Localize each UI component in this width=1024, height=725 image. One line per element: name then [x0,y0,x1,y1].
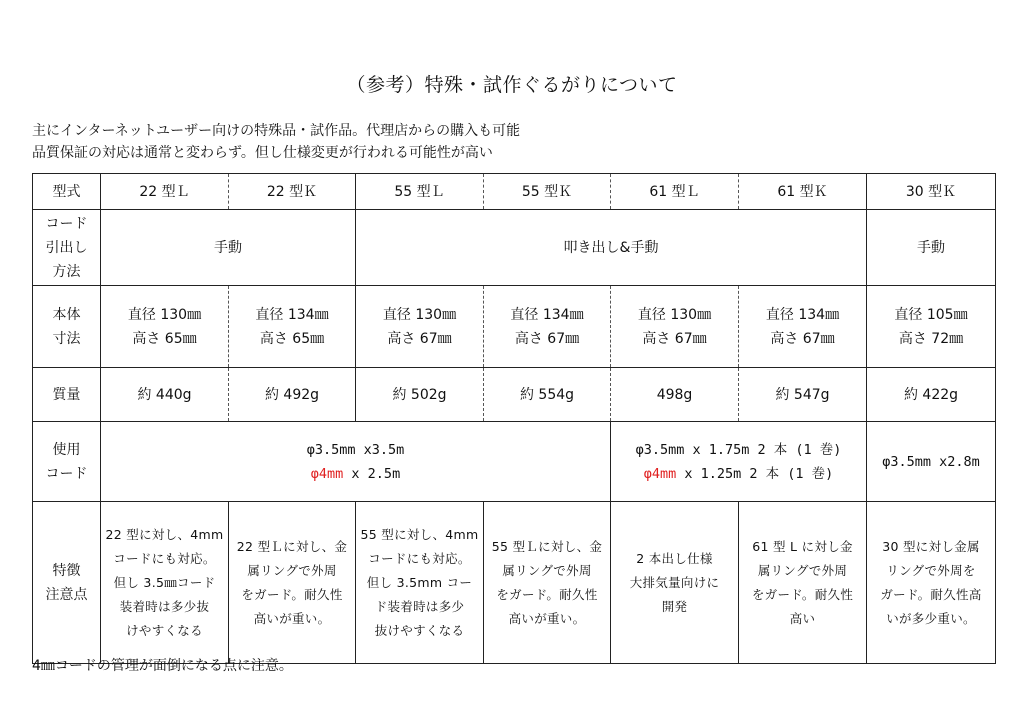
model-header: 61 型Ｋ [739,174,867,210]
model-header: 30 型Ｋ [867,174,996,210]
note-line: ド装着時は多少 [374,598,465,614]
model-header: 22 型Ｌ [101,174,229,210]
page-title: （参考）特殊・試作ぐるがりについて [346,74,678,96]
row-label: 質量 [33,368,101,422]
note-cell [739,502,867,664]
note-line: リングで外周を [886,562,976,578]
row-label-line: 注意点 [45,586,88,603]
note-cell [611,502,739,664]
table-row-header [33,174,996,210]
footer-note: 4㎜コードの管理が面倒になる点に注意。 [32,658,293,674]
height-value: 高さ 65㎜ [259,330,325,347]
note-line: 属リングで外周 [502,562,592,578]
intro-line: 品質保証の対応は通常と変わらず。但し仕様変更が行われる可能性が高い [32,145,493,161]
note-line: をガード。耐久性 [751,586,854,602]
table-row-dimensions [33,286,996,368]
note-line: 22 型に対し、4mm [105,526,224,542]
row-label-line: 寸法 [52,330,81,347]
cord-spec-line: φ3.5mm x2.8m [882,453,980,470]
model-header: 22 型Ｋ [229,174,356,210]
note-line: 属リングで外周 [757,562,848,578]
height-value: 高さ 67㎜ [642,330,707,347]
note-line: 抜けやすくなる [374,622,465,638]
height-value: 高さ 67㎜ [387,330,452,347]
note-cell [101,502,229,664]
model-header: 61 型Ｌ [611,174,739,210]
note-line: 大排気量向けに [629,574,720,590]
note-cell [356,502,484,664]
height-value: 高さ 72㎜ [898,330,964,347]
note-line: 但し 3.5㎜コード [113,574,216,590]
dimension-cell [229,286,356,368]
dimension-cell [739,286,867,368]
cord-method-cell: 手動 [101,210,356,286]
weight-value: 約 502g [356,368,484,422]
table-row-cord [33,422,996,502]
cord-method-cell: 手動 [867,210,996,286]
row-label-line: 本体 [52,306,81,323]
cord-spec-line [611,462,866,486]
diameter-value: 直径 130㎜ [127,306,202,323]
height-value: 高さ 67㎜ [770,330,835,347]
cord-spec-rest: x 1.25m 2 本 (1 巻) [676,465,834,482]
spec-table [32,173,996,664]
note-line: 2 本出し仕様 [636,550,713,566]
note-line: 但し 3.5mm コー [366,574,473,590]
diameter-value: 直径 134㎜ [510,306,584,323]
intro-line: 主にインターネットユーザー向けの特殊品・試作品。代理店からの購入も可能 [32,123,521,139]
table-row-cord-method [33,210,996,286]
row-label-line: 特徴 [52,562,81,579]
dimension-cell [101,286,229,368]
height-value: 高さ 67㎜ [514,330,580,347]
diameter-value: 直径 105㎜ [894,306,968,323]
cord-method-cell: 叩き出し&手動 [356,210,867,286]
cord-spec-highlight: φ4mm [643,465,677,482]
note-line: 61 型 L に対し金 [752,538,853,554]
row-label [33,210,101,286]
diameter-value: 直径 134㎜ [255,306,329,323]
note-line: 属リングで外周 [247,562,337,578]
cord-spec-cell [611,422,867,502]
note-cell [867,502,996,664]
note-line: いが多少重い。 [886,610,976,626]
dimension-cell [611,286,739,368]
note-cell [229,502,356,664]
row-label: 型式 [33,174,101,210]
note-line: をガード。耐久性 [496,586,598,602]
note-line: 装着時は多少抜 [119,598,210,614]
note-cell [484,502,611,664]
cord-spec-rest: x 2.5m [343,465,401,482]
note-line: コードにも対応。 [113,550,216,566]
cord-spec-highlight: φ4mm [310,465,344,482]
cord-spec-line: φ3.5mm x3.5m [306,441,405,458]
dimension-cell [484,286,611,368]
note-line: 55 型Ｌに対し、金 [491,538,603,554]
weight-value: 約 422g [867,368,996,422]
intro-text [32,120,520,164]
diameter-value: 直径 130㎜ [637,306,712,323]
table-row-weight [33,368,996,422]
weight-value: 約 492g [229,368,356,422]
row-label-line: 引出し [45,239,88,256]
row-label [33,422,101,502]
diameter-value: 直径 134㎜ [765,306,840,323]
note-line: ガード。耐久性高 [880,586,982,602]
dimension-cell [867,286,996,368]
table-row-notes [33,502,996,664]
row-label-line: 使用 [52,441,81,458]
note-line: コードにも対応。 [368,550,471,566]
note-line: 開発 [661,598,688,614]
note-line: 高いが重い。 [253,610,331,626]
weight-value: 約 554g [484,368,611,422]
weight-value: 約 440g [101,368,229,422]
weight-value: 498g [611,368,739,422]
note-line: をガード。耐久性 [241,586,343,602]
weight-value: 約 547g [739,368,867,422]
row-label [33,286,101,368]
model-header: 55 型Ｋ [484,174,611,210]
cord-spec-cell [101,422,611,502]
cord-spec-line: φ3.5mm x 1.75m 2 本 (1 巻) [635,441,842,458]
note-line: けやすくなる [126,622,203,638]
note-line: 高い [789,610,816,626]
row-label [33,502,101,664]
dimension-cell [356,286,484,368]
diameter-value: 直径 130㎜ [382,306,457,323]
row-label-line: コード [45,465,88,482]
row-label-line: コード [45,215,88,232]
note-line: 55 型に対し、4mm [360,526,479,542]
row-label-line: 方法 [52,263,81,280]
height-value: 高さ 65㎜ [132,330,197,347]
note-line: 30 型に対し金属 [882,538,980,554]
note-line: 高いが重い。 [508,610,586,626]
note-line: 22 型Ｌに対し、金 [236,538,348,554]
cord-spec-cell [867,422,996,502]
model-header: 55 型Ｌ [356,174,484,210]
cord-spec-line [101,462,610,486]
